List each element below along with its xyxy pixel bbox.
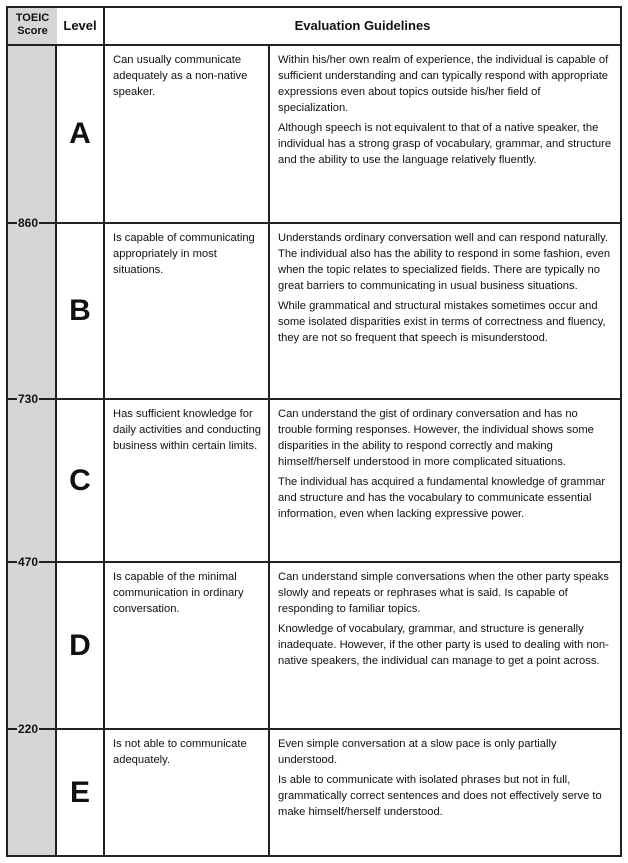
level-summary: Is capable of the minimal communication in ordinary conversation. bbox=[105, 563, 270, 728]
toeic-evaluation-table bbox=[6, 6, 622, 857]
level-details bbox=[270, 400, 620, 561]
level-row-d bbox=[57, 561, 620, 728]
level-letter: A bbox=[57, 46, 105, 222]
level-row-a bbox=[57, 46, 620, 222]
score-header-line2: Score bbox=[17, 25, 48, 37]
level-letter: C bbox=[57, 400, 105, 561]
level-summary: Is not able to communicate adequately. bbox=[105, 730, 270, 855]
score-mark-860: 860 bbox=[18, 216, 39, 230]
detail-paragraph: While grammatical and structural mistakes sometimes occur and some isolated disparities exist in terms of correctness and fluency, they are not so frequent that speech is misunderstood. bbox=[278, 300, 606, 344]
detail-paragraph: Can understand simple conversations when the other party speaks slowly and repeats or rephrases what is said. Is capable of responding to familiar topics. bbox=[278, 571, 609, 615]
detail-paragraph: Knowledge of vocabulary, grammar, and structure is generally inadequate. However, if the other party is used to dealing with non-native speakers, the individual can manage to get a point across. bbox=[278, 623, 609, 667]
level-details bbox=[270, 730, 620, 855]
level-summary: Is capable of communicating appropriately in most situations. bbox=[105, 224, 270, 398]
detail-paragraph: Can understand the gist of ordinary conversation and has no trouble forming responses. However, the individual shows some disparities in the ability to respond correctly and making himself/herself understood in more complicated situations. bbox=[278, 408, 594, 468]
level-column-header: Level bbox=[57, 8, 105, 46]
score-mark-730: 730 bbox=[18, 392, 39, 406]
level-row-c bbox=[57, 398, 620, 561]
score-mark-220: 220 bbox=[18, 722, 39, 736]
level-row-b bbox=[57, 222, 620, 398]
detail-paragraph: Understands ordinary conversation well and can respond naturally. The individual also has the ability to respond in some fashion, even when the topic relates to specialized fields. There are typically no great barriers to communicating in usual business situations. bbox=[278, 232, 611, 292]
score-column-header bbox=[8, 8, 57, 46]
level-summary: Can usually communicate adequately as a non-native speaker. bbox=[105, 46, 270, 222]
level-details bbox=[270, 563, 620, 728]
level-letter: B bbox=[57, 224, 105, 398]
detail-paragraph: Within his/her own realm of experience, the individual is capable of sufficient understanding and can typically respond with appropriate expressions even about topics outside his/her field of specialization. bbox=[278, 54, 609, 114]
guidelines-column-header: Evaluation Guidelines bbox=[105, 8, 620, 46]
level-row-e bbox=[57, 728, 620, 855]
detail-paragraph: Although speech is not equivalent to that of a native speaker, the individual has a strong grasp of vocabulary, grammar, and structure and the ability to use the language relatively fluently. bbox=[278, 122, 612, 166]
level-details bbox=[270, 46, 620, 222]
score-mark-470: 470 bbox=[18, 555, 39, 569]
detail-paragraph: Is able to communicate with isolated phrases but not in full, grammatically correct sentences and does not effectively serve to make himself/herself understood. bbox=[278, 774, 602, 818]
level-letter: D bbox=[57, 563, 105, 728]
detail-paragraph: The individual has acquired a fundamental knowledge of grammar and structure and has the vocabulary to communicate essential information, even when lacking expressive power. bbox=[278, 476, 606, 520]
level-details bbox=[270, 224, 620, 398]
level-summary: Has sufficient knowledge for daily activities and conducting business within certain limits. bbox=[105, 400, 270, 561]
score-header-line1: TOEIC bbox=[15, 12, 50, 24]
level-letter: E bbox=[57, 730, 105, 855]
detail-paragraph: Even simple conversation at a slow pace is only partially understood. bbox=[278, 738, 557, 766]
